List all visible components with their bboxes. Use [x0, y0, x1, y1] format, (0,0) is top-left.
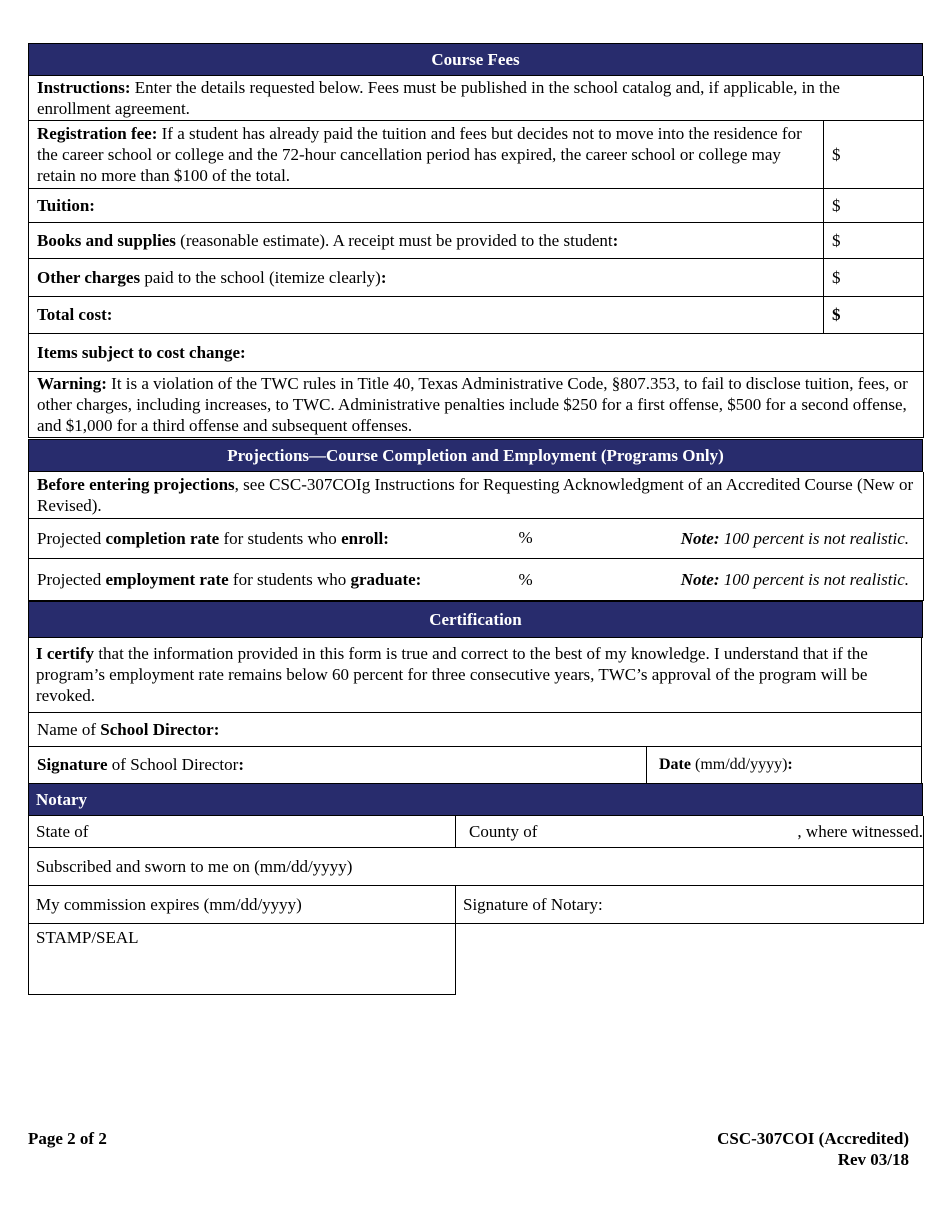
tuition-label: Tuition: [37, 195, 95, 215]
other-charges-colon: : [380, 267, 387, 287]
certify-row [29, 638, 922, 712]
for-students-text: for students who [219, 528, 342, 548]
commission-expires-field[interactable] [29, 885, 456, 923]
completion-rate-row [29, 518, 924, 558]
books-text: (reasonable estimate). A receipt must be provided to the student [175, 230, 613, 250]
instructions-row [29, 76, 924, 120]
enroll-label: enroll: [341, 528, 389, 548]
before-projections-label: Before entering projections [37, 474, 235, 494]
tuition-field[interactable] [824, 188, 924, 222]
notary-table [28, 816, 923, 995]
note-label: Note: [680, 569, 720, 589]
books-field[interactable] [824, 222, 924, 258]
page-number [28, 1128, 107, 1149]
state-of-label: State of [36, 821, 89, 841]
dollar-sign: $ [832, 195, 841, 215]
registration-fee-label: Registration fee: [37, 123, 158, 143]
commission-row [29, 885, 924, 923]
employment-rate-label: employment rate [105, 569, 229, 589]
dollar-sign: $ [832, 305, 841, 324]
graduate-label: graduate: [350, 569, 422, 589]
course-fees-header-text: Course Fees [431, 50, 520, 69]
note-label: Note: [680, 528, 720, 548]
page-number-text: Page 2 of 2 [28, 1129, 107, 1148]
completion-rate-label: completion rate [105, 528, 220, 548]
course-fees-table [28, 76, 923, 438]
note-text: 100 percent is not realistic. [719, 569, 909, 589]
commission-expires-label: My commission expires (mm/dd/yyyy) [36, 894, 302, 914]
instructions-text: Enter the details requested below. Fees must be published in the school catalog and, if applicable, in the enrollment agreement. [37, 77, 840, 118]
stamp-seal-box [29, 923, 456, 994]
total-cost-field[interactable] [824, 296, 924, 333]
certify-text: that the information provided in this form is true and correct to the best of my knowledge. I understand that if the program’s employment rate remains below 60 percent for three consecutive years, TWC’s approval of the program will be revoked. [36, 644, 868, 706]
stamp-row [29, 923, 924, 994]
form-id: CSC-307COI (Accredited) [717, 1129, 909, 1148]
county-of-field[interactable] [456, 816, 924, 847]
registration-fee-row [29, 120, 924, 188]
projected-text: Projected [37, 528, 106, 548]
dollar-sign: $ [832, 230, 841, 250]
books-row [29, 222, 924, 258]
before-projections-text: , see CSC-307COIg Instructions for Requesting Acknowledgment of an Accredited Course (New or Revised). [37, 474, 914, 515]
warning-row [29, 371, 924, 437]
school-director-name-row[interactable] [29, 712, 922, 746]
notary-header-text: Notary [36, 790, 87, 809]
projected-text: Projected [37, 569, 106, 589]
completion-rate-field[interactable] [499, 518, 609, 558]
total-cost-label: Total cost: [37, 305, 113, 324]
date-label: Date [659, 756, 691, 773]
items-subject-row [29, 333, 924, 371]
dollar-sign: $ [832, 267, 841, 287]
county-of-label: County of [469, 821, 538, 841]
state-of-field[interactable] [29, 816, 456, 847]
warning-text: It is a violation of the TWC rules in Title 40, Texas Administrative Code, §807.353, to fail to disclose tuition, fees, or other charges, including increases, to TWC. Administrative penalties include $250 for a first offense, $500 for a second offense, and $1,000 for a third offense and subsequent offenses. [37, 373, 908, 435]
for-students-text: for students who [228, 569, 351, 589]
other-charges-label: Other charges [37, 267, 141, 287]
notary-signature-field[interactable] [456, 885, 924, 923]
of-school-director-text: of School Director [107, 755, 239, 774]
date-field[interactable] [647, 746, 922, 783]
signature-row [29, 746, 922, 783]
stamp-empty-area [456, 923, 924, 994]
projections-table [28, 472, 923, 601]
subscribed-label: Subscribed and sworn to me on (mm/dd/yyyy) [36, 856, 353, 876]
instructions-label: Instructions: [37, 77, 131, 97]
registration-fee-text: If a student has already paid the tuition and fees but decides not to move into the residence for the career school or college and the 72-hour cancellation period has expired, the career school or college may retain no more than $100 of the total. [37, 123, 802, 185]
percent-sign: % [518, 569, 533, 589]
subscribed-row[interactable] [29, 847, 924, 885]
projections-header-text: Projections—Course Completion and Employment (Programs Only) [227, 446, 724, 465]
books-label: Books and supplies [37, 230, 176, 250]
date-format: (mm/dd/yyyy) [690, 756, 788, 773]
certification-header-text: Certification [429, 610, 522, 629]
before-projections-row [29, 472, 924, 518]
stamp-seal-label: STAMP/SEAL [36, 927, 139, 947]
form-id-block [717, 1128, 909, 1170]
percent-sign: % [518, 527, 533, 547]
employment-rate-row [29, 558, 924, 600]
projections-header [28, 439, 923, 472]
notary-signature-label: Signature of Notary: [463, 894, 603, 914]
books-colon: : [612, 230, 619, 250]
certify-label: I certify [36, 644, 95, 664]
note-text: 100 percent is not realistic. [719, 528, 909, 548]
signature-label: Signature [37, 755, 108, 774]
warning-label: Warning: [37, 373, 107, 393]
certification-header [28, 601, 923, 638]
other-charges-text: paid to the school (itemize clearly) [140, 267, 381, 287]
certification-table [28, 638, 921, 784]
signature-colon: : [238, 755, 244, 774]
date-colon: : [787, 756, 793, 773]
employment-rate-field[interactable] [499, 558, 609, 600]
total-cost-row [29, 296, 924, 333]
school-director-label: School Director: [100, 719, 220, 739]
employment-note [609, 558, 924, 600]
dollar-sign: $ [832, 144, 841, 164]
other-charges-row [29, 258, 924, 296]
notary-header [28, 783, 923, 816]
registration-fee-field[interactable] [824, 120, 924, 188]
where-witnessed-text: , where witnessed. [797, 821, 923, 841]
form-revision: Rev 03/18 [837, 1150, 909, 1169]
course-fees-header [28, 43, 923, 76]
state-county-row [29, 816, 924, 847]
items-subject-label: Items subject to cost change: [37, 342, 246, 362]
tuition-row [29, 188, 924, 222]
other-charges-field[interactable] [824, 258, 924, 296]
completion-note [609, 518, 924, 558]
director-signature-field[interactable] [29, 746, 647, 783]
name-of-text: Name of [37, 719, 101, 739]
